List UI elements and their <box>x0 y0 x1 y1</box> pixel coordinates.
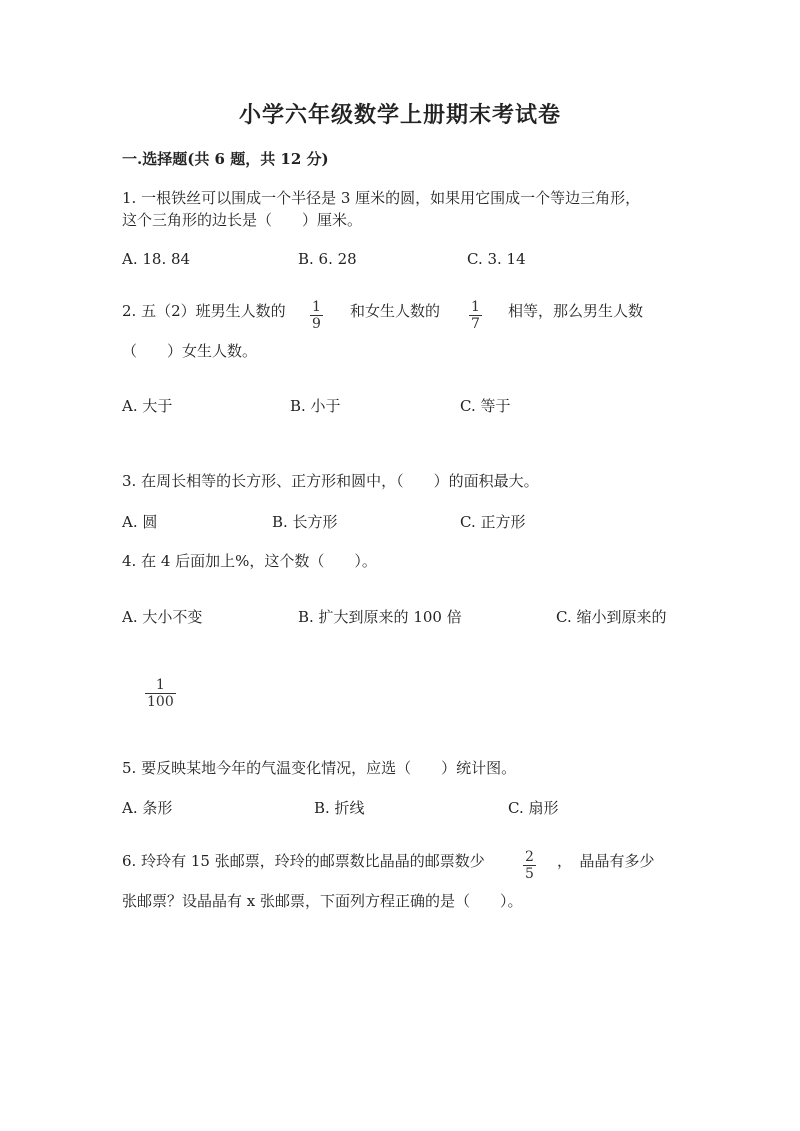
question-1-option-c: C. 3. 14 <box>467 250 526 268</box>
fraction-numerator: 1 <box>155 677 165 693</box>
question-5-option-b: B. 折线 <box>314 799 365 817</box>
fraction-numerator: 2 <box>525 849 534 865</box>
question-3-option-a: A. 圆 <box>122 513 158 531</box>
question-6-line-2: 张邮票？设晶晶有 x 张邮票，下面列方程正确的是（ ）。 <box>122 892 523 910</box>
question-4-option-b: B. 扩大到原来的 100 倍 <box>298 608 462 626</box>
section-heading: 一.选择题(共 6 题，共 12 分) <box>122 150 329 168</box>
question-5-option-c: C. 扇形 <box>508 799 559 817</box>
question-1-line-2: 这个三角形的边长是（ ）厘米。 <box>122 211 363 229</box>
question-5-line-1: 5. 要反映某地今年的气温变化情况，应选（ ）统计图。 <box>122 759 517 777</box>
question-4-option-c-fraction <box>145 674 176 711</box>
question-1-line-1: 1. 一根铁丝可以围成一个半径是 3 厘米的圆，如果用它围成一个等边三角形， <box>122 189 641 207</box>
question-2-line-2: （ ）女生人数。 <box>122 342 258 360</box>
question-4-line-1: 4. 在 4 后面加上%，这个数（ ）。 <box>122 552 377 570</box>
question-2-text-part-3: 相等，那么男生人数 <box>508 302 644 320</box>
question-3-line-1: 3. 在周长相等的长方形、正方形和圆中，（ ）的面积最大。 <box>122 472 539 490</box>
question-2-text-part-1: 2. 五（2）班男生人数的 <box>122 302 286 320</box>
question-6-text-part-1: 6. 玲玲有 15 张邮票，玲玲的邮票数比晶晶的邮票数少 <box>122 852 485 870</box>
question-1-option-a: A. 18. 84 <box>122 250 191 268</box>
question-5-option-a: A. 条形 <box>122 799 173 817</box>
question-2-option-a: A. 大于 <box>122 397 173 415</box>
question-3-option-c: C. 正方形 <box>460 513 526 531</box>
fraction-numerator: 1 <box>471 299 480 315</box>
fraction-denominator: 7 <box>471 316 480 332</box>
question-4-option-a: A. 大小不变 <box>122 608 203 626</box>
question-4-option-c: C. 缩小到原来的 <box>556 608 667 626</box>
question-2-fraction-2 <box>469 296 482 333</box>
fraction-numerator: 1 <box>312 299 321 315</box>
question-2-fraction-1 <box>310 296 323 333</box>
question-2-option-b: B. 小于 <box>290 397 341 415</box>
question-1-option-b: B. 6. 28 <box>298 250 357 268</box>
fraction-denominator: 5 <box>525 866 534 882</box>
question-2-option-c: C. 等于 <box>460 397 511 415</box>
fraction-denominator: 9 <box>312 316 321 332</box>
question-2-text-part-2: 和女生人数的 <box>350 302 441 320</box>
question-3-option-b: B. 长方形 <box>272 513 338 531</box>
question-6-fraction <box>523 846 536 883</box>
fraction-denominator: 100 <box>147 694 174 710</box>
page-title: 小学六年级数学上册期末考试卷 <box>238 102 561 128</box>
question-6-text-part-2: ， 晶晶有多少 <box>557 852 655 870</box>
